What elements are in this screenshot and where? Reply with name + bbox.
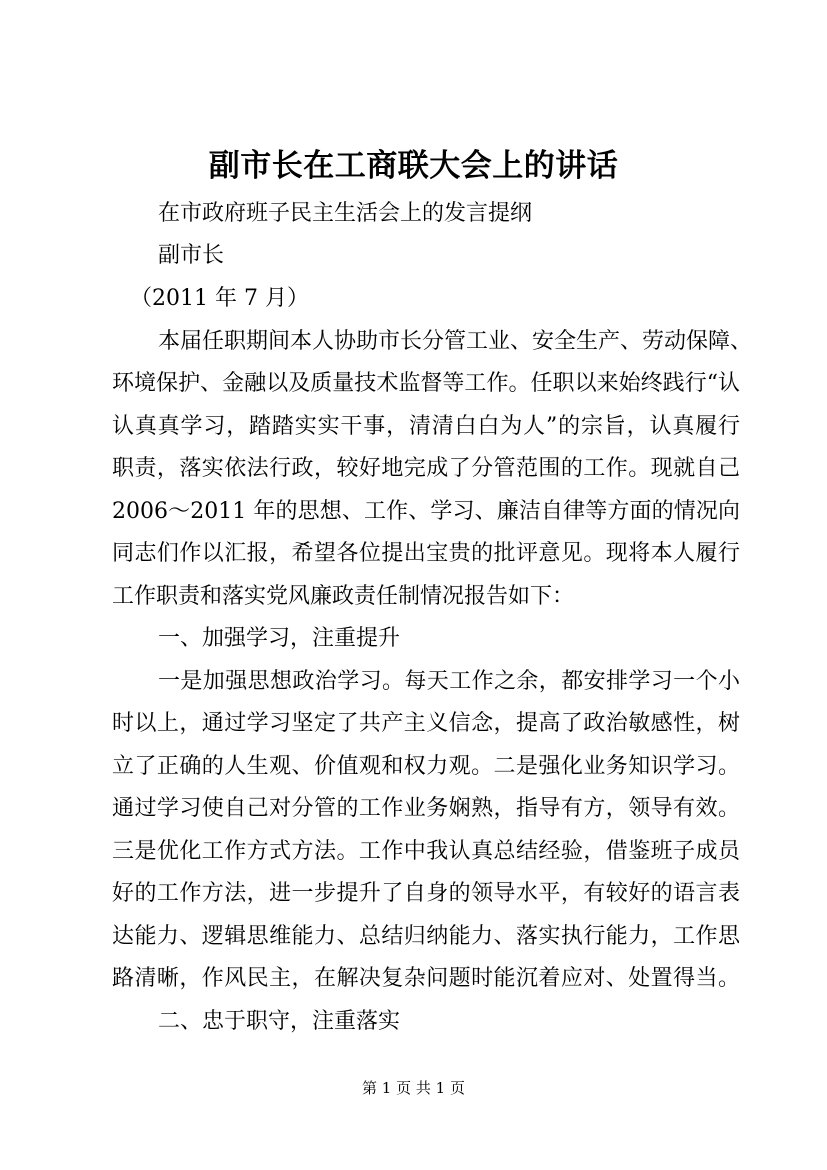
paragraph-line: 环境保护、金融以及质量技术监督等工作。任职以来始终践行“认 <box>112 371 740 396</box>
page-footer: 第 1 页 共 1 页 <box>362 1079 465 1097</box>
paragraph-line: 达能力、逻辑思维能力、总结归纳能力、落实执行能力，工作思 <box>112 924 740 949</box>
section-heading: 一、加强学习，注重提升 <box>158 626 401 651</box>
paragraph-line: 职责，落实依法行政，较好地完成了分管范围的工作。现就自己 <box>112 456 740 481</box>
paragraph-line: 三是优化工作方式方法。工作中我认真总结经验，借鉴班子成员 <box>112 839 740 864</box>
date-line: （2011 年 7 月） <box>130 286 309 311</box>
paragraph-line: 2006～2011 年的思想、工作、学习、廉洁自律等方面的情况向 <box>112 499 740 524</box>
paragraph-line: 同志们作以汇报，希望各位提出宝贵的批评意见。现将本人履行 <box>112 541 740 566</box>
document-title: 副市长在工商联大会上的讲话 <box>208 148 619 184</box>
author-line: 副市长 <box>158 243 225 268</box>
paragraph-line: 工作职责和落实党风廉政责任制情况报告如下： <box>112 584 575 609</box>
section-heading: 二、忠于职守，注重落实 <box>158 1009 401 1034</box>
subtitle: 在市政府班子民主生活会上的发言提纲 <box>158 201 533 226</box>
paragraph-line: 认真真学习，踏踏实实干事，清清白白为人”的宗旨，认真履行 <box>112 414 740 439</box>
paragraph-line: 本届任职期间本人协助市长分管工业、安全生产、劳动保障、 <box>158 329 753 354</box>
paragraph-line: 立了正确的人生观、价值观和权力观。二是强化业务知识学习。 <box>112 754 740 779</box>
paragraph-line: 通过学习使自己对分管的工作业务娴熟，指导有方，领导有效。 <box>112 796 740 821</box>
paragraph-line: 时以上，通过学习坚定了共产主义信念，提高了政治敏感性，树 <box>112 711 740 736</box>
paragraph-line: 好的工作方法，进一步提升了自身的领导水平，有较好的语言表 <box>112 881 740 906</box>
paragraph-line: 路清晰，作风民主，在解决复杂问题时能沉着应对、处置得当。 <box>112 966 740 991</box>
paragraph-line: 一是加强思想政治学习。每天工作之余，都安排学习一个小 <box>158 669 740 694</box>
